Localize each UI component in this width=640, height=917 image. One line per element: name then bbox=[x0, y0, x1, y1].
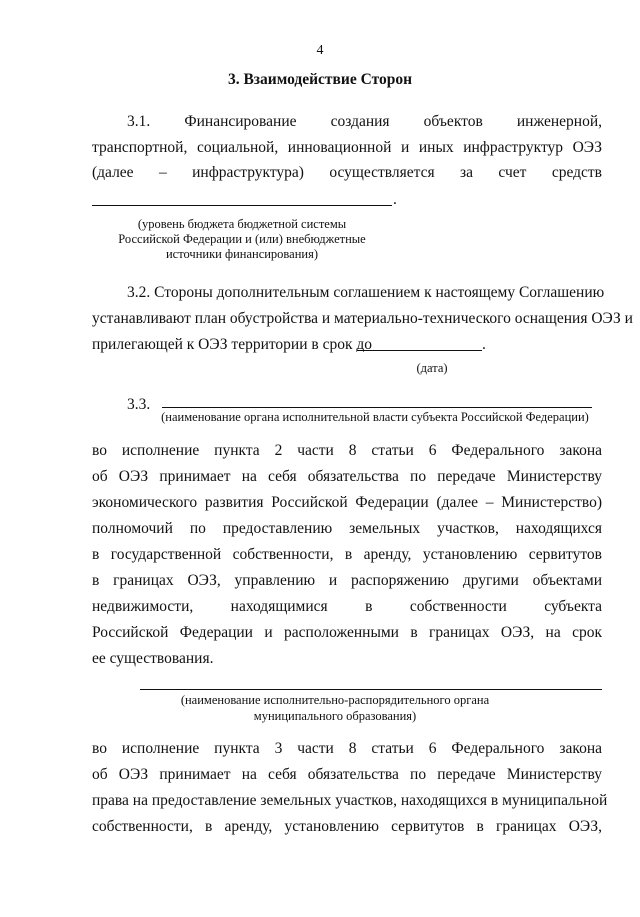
p33-line-6: в границах ОЭЗ, управлению и распоряжению другими объектами bbox=[92, 572, 602, 589]
p33-caption: (наименование органа исполнительной власти субъекта Российской Федерации) bbox=[161, 410, 589, 424]
p32-line-1: 3.2. Стороны дополнительным соглашением к настоящему Соглашению bbox=[127, 284, 605, 301]
p34-caption-1: (наименование исполнительно-распорядительного органа bbox=[180, 693, 490, 707]
p34-blank-line bbox=[140, 689, 602, 690]
p33-line-4: полномочий по предоставлению земельных участков, находящихся bbox=[92, 520, 602, 537]
p34-line-4: собственности, в аренду, установлению сервитутов в границах ОЭЗ, bbox=[92, 818, 602, 835]
page-number: 4 bbox=[316, 43, 324, 58]
p31-line-3: (далее – инфраструктура) осуществляется за счет средств bbox=[92, 164, 602, 181]
p31-line-2: транспортной, социальной, инновационной и иных инфраструктур ОЭЗ bbox=[92, 139, 602, 156]
p32-line-2: устанавливают план обустройства и материально-технического оснащения ОЭЗ и bbox=[92, 310, 633, 327]
p32-date-blank bbox=[357, 350, 482, 351]
p31-caption-2: Российской Федерации и (или) внебюджетные bbox=[118, 232, 366, 246]
p34-line-1: во исполнение пункта 3 части 8 статьи 6 Федерального закона bbox=[92, 740, 602, 757]
p34-line-3: права на предоставление земельных участков, находящихся в муниципальной bbox=[92, 792, 608, 809]
p33-line-7: недвижимости, находящимися в собственности субъекта bbox=[92, 598, 602, 615]
p32-line-3: прилегающей к ОЭЗ территории в срок до bbox=[92, 336, 373, 353]
p31-caption-3: источники финансирования) bbox=[165, 247, 319, 261]
p31-line-1: 3.1. Финансирование создания объектов инженерной, bbox=[127, 113, 602, 130]
p33-line-1: во исполнение пункта 2 части 8 статьи 6 Федерального закона bbox=[92, 442, 602, 459]
p33-line-2: об ОЭЗ принимает на себя обязательства по передаче Министерству bbox=[92, 468, 602, 485]
p33-number: 3.3. bbox=[127, 396, 151, 413]
section-title: 3. Взаимодействие Сторон bbox=[227, 71, 413, 88]
p33-line-3: экономического развития Российской Федерации (далее – Министерство) bbox=[92, 494, 602, 511]
p34-caption-2: муниципального образования) bbox=[253, 709, 417, 723]
p32-blank-end: . bbox=[482, 336, 486, 353]
p33-line-5: в государственной собственности, в аренду, установлению сервитутов bbox=[92, 546, 602, 563]
p31-blank-line bbox=[92, 205, 392, 206]
p31-blank-end: . bbox=[393, 191, 397, 208]
p33-line-8: Российской Федерации и расположенными в границах ОЭЗ, на срок bbox=[92, 624, 602, 641]
p34-line-2: об ОЭЗ принимает на себя обязательства по передаче Министерству bbox=[92, 766, 602, 783]
p33-line-9: ее существования. bbox=[92, 650, 214, 667]
p31-caption-1: (уровень бюджета бюджетной системы bbox=[137, 217, 347, 231]
p33-blank-line bbox=[162, 407, 592, 408]
p32-date-caption: (дата) bbox=[416, 361, 448, 375]
